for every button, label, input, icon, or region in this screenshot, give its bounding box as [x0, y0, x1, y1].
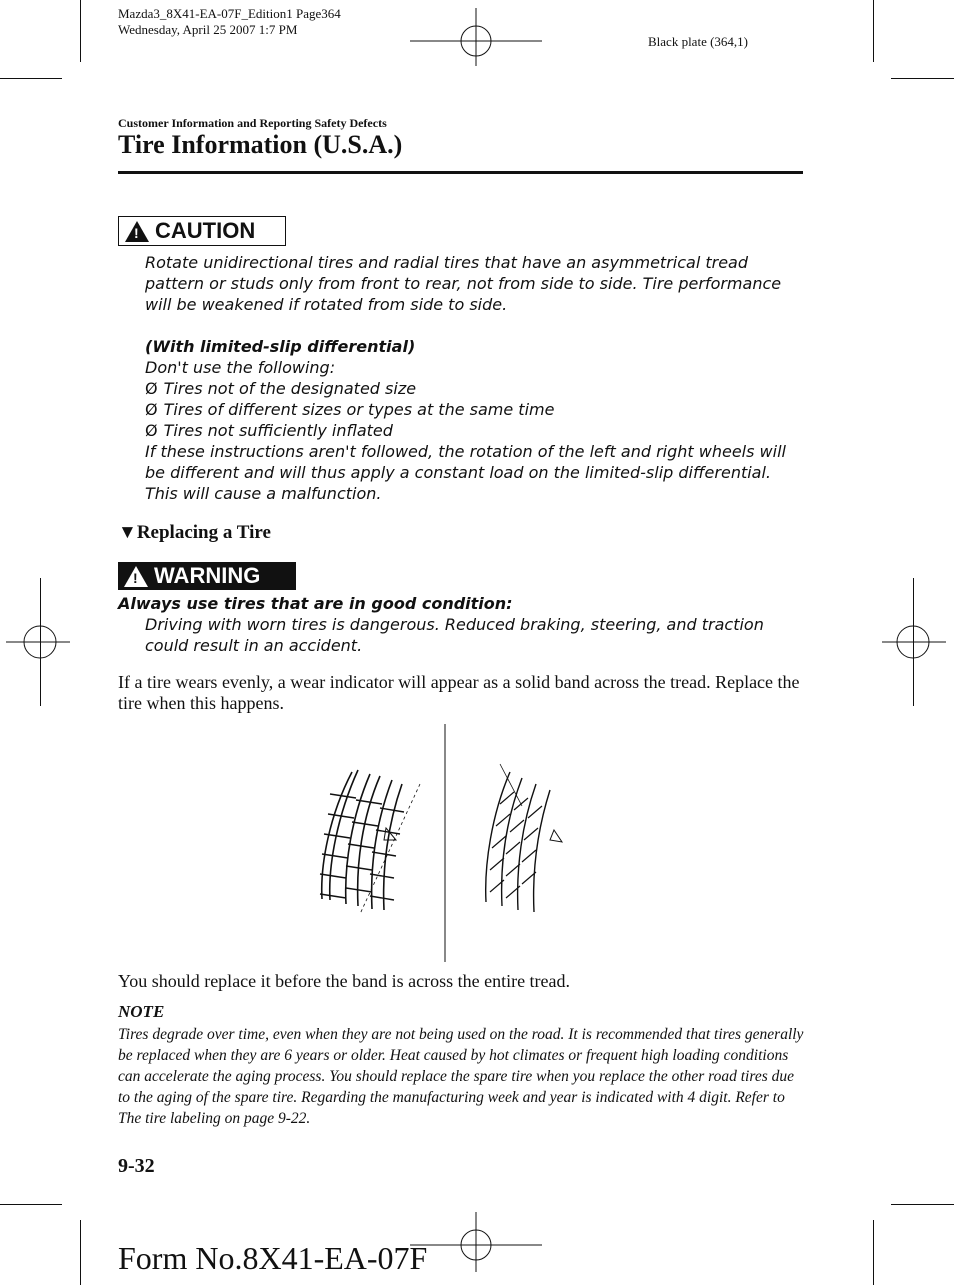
- caution-bullet: Ø Tires not sufficiently inflated: [145, 421, 393, 440]
- registration-mark-bottom: [410, 1210, 542, 1272]
- caution-bullet: Ø Tires of different sizes or types at the same time: [145, 400, 555, 419]
- caution-body: [145, 252, 805, 504]
- print-header-line1: Mazda3_8X41-EA-07F_Edition1 Page364: [118, 6, 341, 21]
- caution-closing: If these instructions aren't followed, the rotation of the left and right wheels will be different and will thus apply a constant load on the limited-slip differential.: [145, 442, 786, 482]
- caution-closing-2: This will cause a malfunction.: [145, 484, 382, 503]
- print-header-line2: Wednesday, April 25 2007 1:7 PM: [118, 22, 298, 37]
- warning-body: Driving with worn tires is dangerous. Reduced braking, steering, and traction could result in an accident.: [145, 615, 764, 655]
- tire-tread-illustration: [300, 724, 600, 964]
- title-rule: [118, 171, 803, 174]
- warning-badge: [118, 562, 296, 590]
- warning-triangle-icon: !: [124, 566, 148, 587]
- subsection-title: Replacing a Tire: [136, 522, 271, 543]
- note-body: Tires degrade over time, even when they are not being used on the road. It is recommended that tires generally be replaced when they are 6 years or older. Heat caused by hot climates or frequent high loading conditions can accelerate the aging process. You should replace the spare tire when you replace the other road tires due to the aging of the spare tire. Regarding the manufacturing week and year is indicated with 4 digit. Refer to The tire labeling on page 9-22.: [118, 1026, 804, 1127]
- warning-lead: Always use tires that are in good condition:: [118, 594, 513, 613]
- bullet-arrow-icon: Ø: [145, 421, 158, 440]
- page-number: 9-32: [118, 1155, 155, 1177]
- body-paragraph-wear-indicator: If a tire wears evenly, a wear indicator will appear as a solid band across the tread. Replace the tire when this happens.: [118, 672, 800, 713]
- triangle-down-icon: ▼: [118, 522, 137, 543]
- print-header: [118, 6, 341, 38]
- caution-subheading: (With limited-slip differential): [145, 337, 416, 356]
- caution-paragraph: Rotate unidirectional tires and radial tires that have an asymmetrical tread pattern or studs only from front to rear, not from side to side. Tire performance will be weakened if rotated from side to side.: [145, 253, 782, 314]
- bullet-arrow-icon: Ø: [145, 400, 158, 419]
- caution-bullet: Ø Tires not of the designated size: [145, 379, 417, 398]
- subsection-heading: [118, 522, 271, 544]
- caution-label: CAUTION: [155, 218, 256, 243]
- registration-mark-right: [882, 610, 946, 674]
- registration-mark-left: [6, 610, 70, 674]
- caution-badge: [118, 216, 286, 246]
- bullet-arrow-icon: Ø: [145, 379, 158, 398]
- body-paragraph-replace: You should replace it before the band is across the entire tread.: [118, 971, 571, 991]
- note-label: NOTE: [118, 1002, 165, 1021]
- caution-triangle-icon: !: [125, 221, 149, 242]
- section-label: Customer Information and Reporting Safety Defects: [118, 116, 387, 130]
- page-title: Tire Information (U.S.A.): [118, 130, 403, 159]
- plate-label: Black plate (364,1): [648, 34, 748, 49]
- warning-label: WARNING: [154, 563, 261, 588]
- registration-mark-top: [410, 6, 542, 66]
- caution-lead: Don't use the following:: [145, 358, 336, 377]
- form-number: Form No.8X41-EA-07F: [118, 1240, 428, 1276]
